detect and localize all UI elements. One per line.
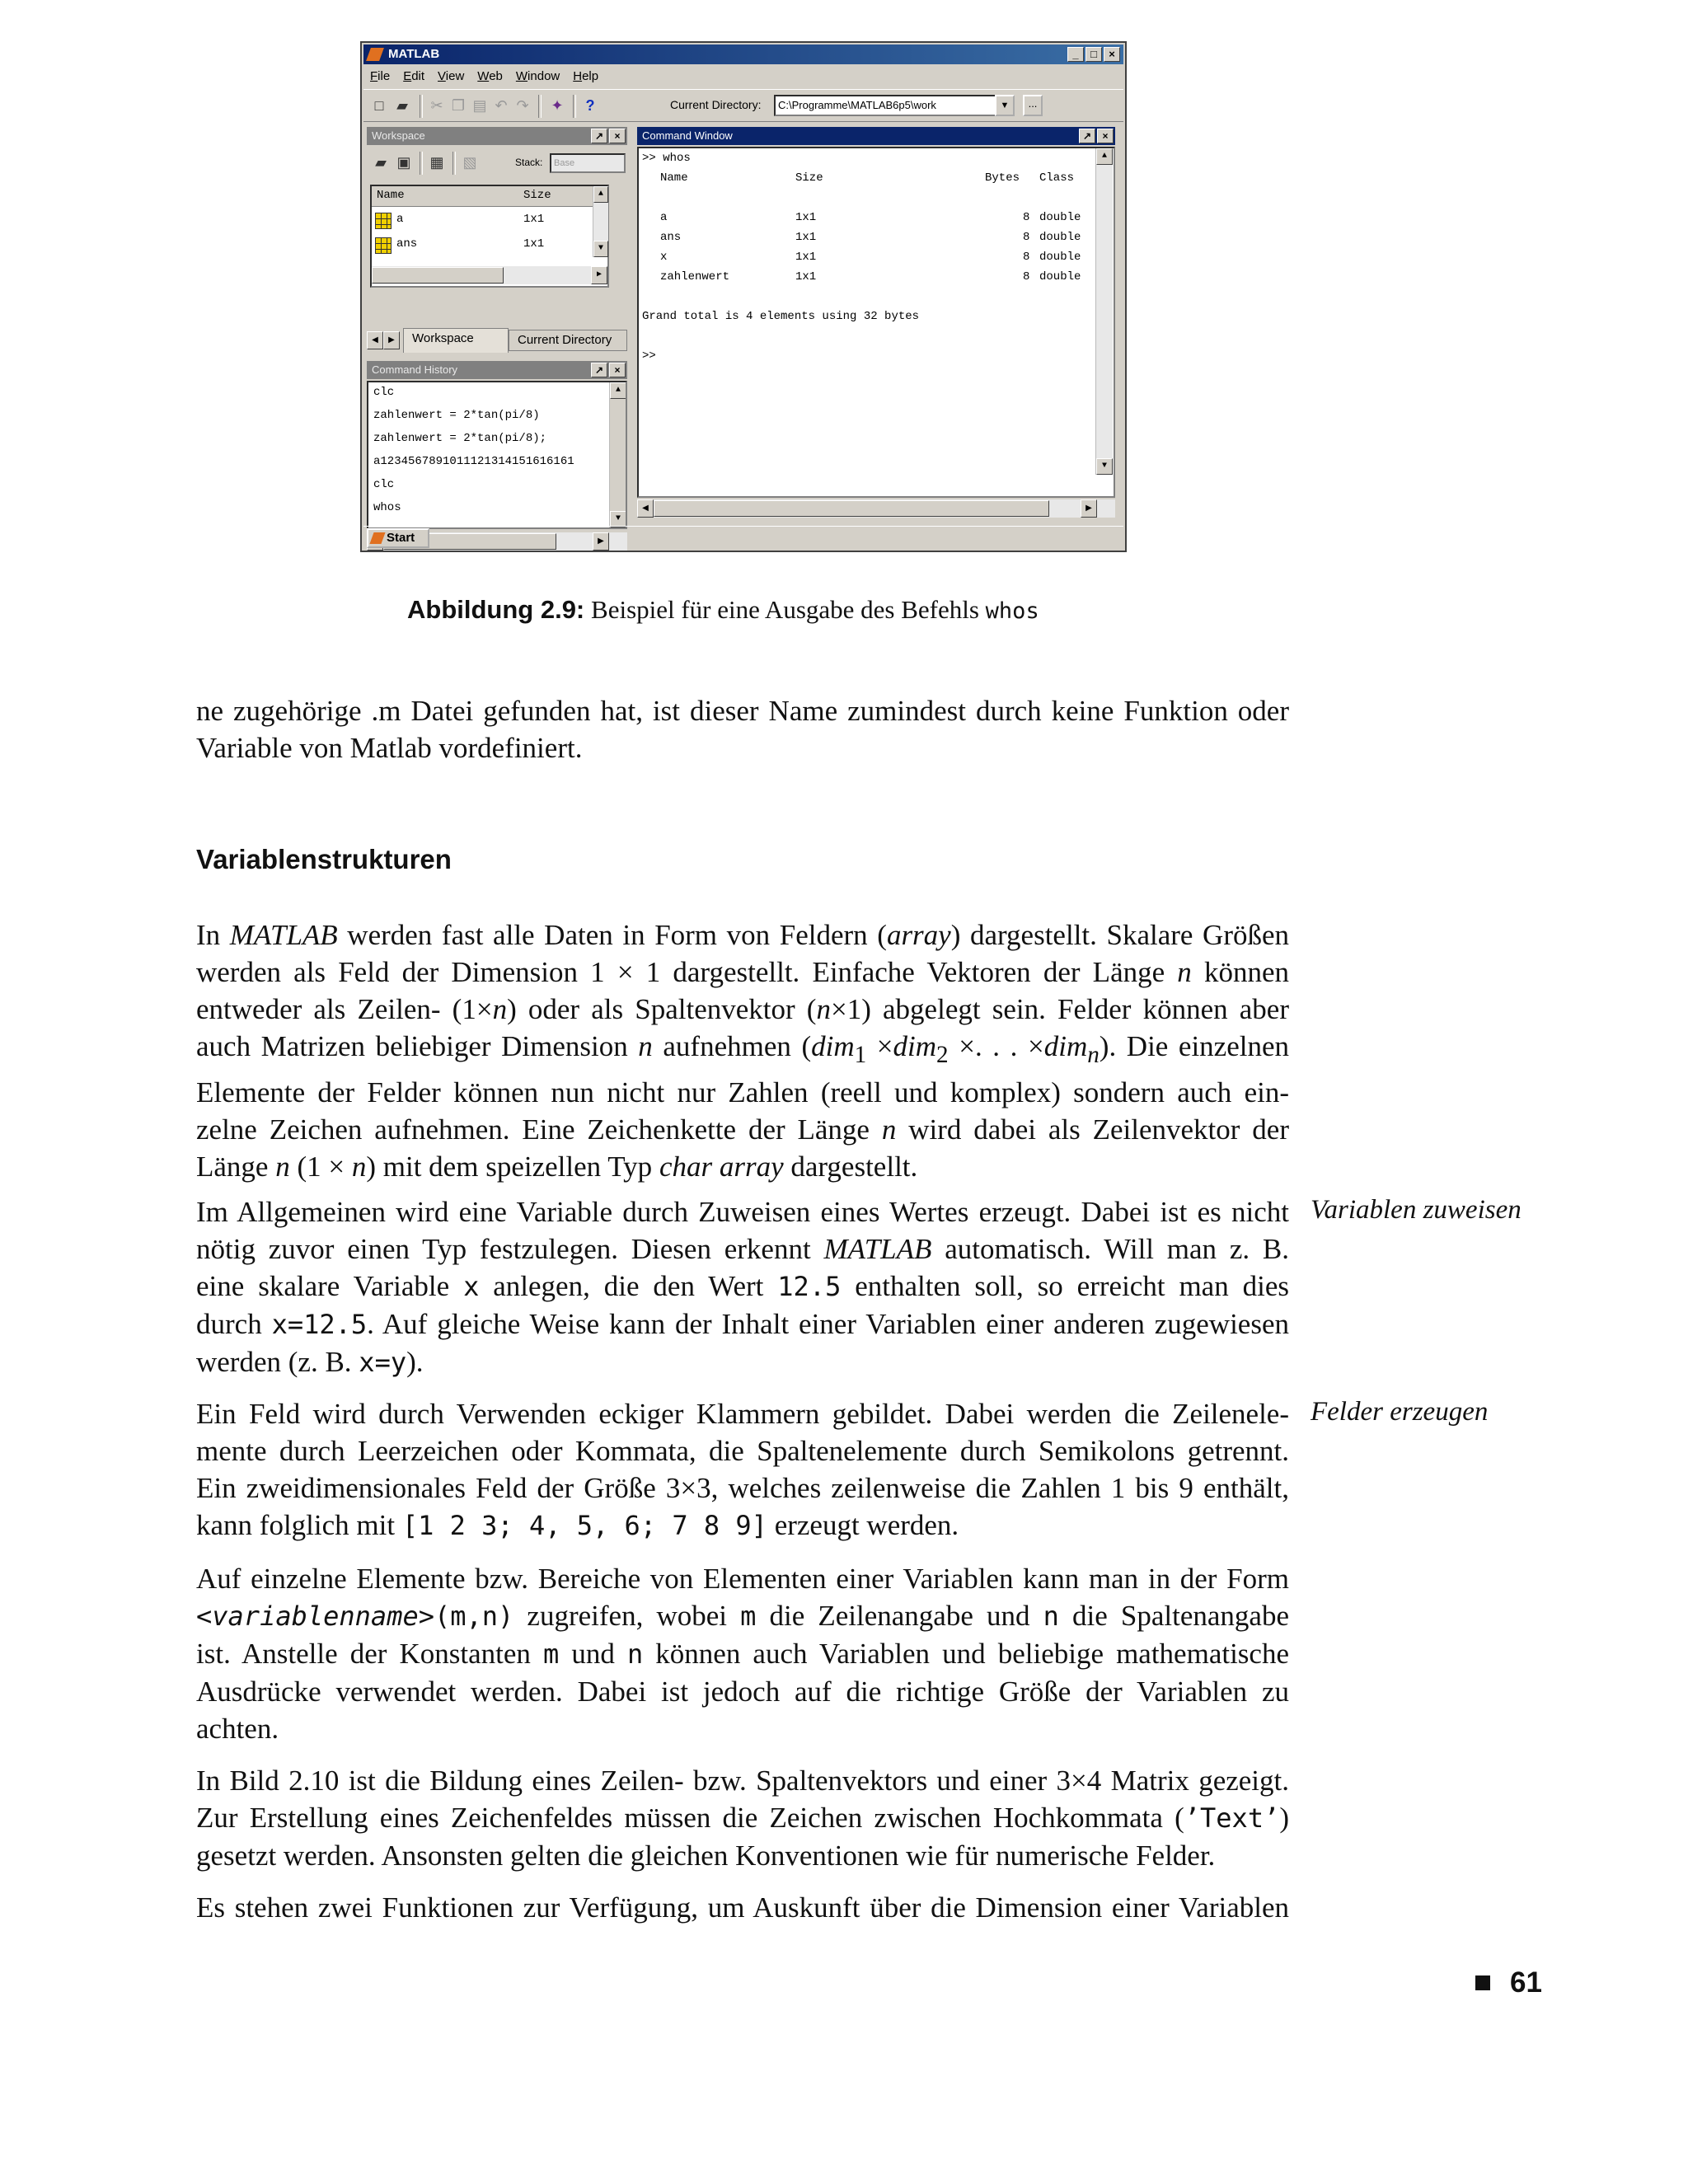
browse-button[interactable]: ... [1023, 95, 1043, 116]
scroll-right-icon[interactable]: ▶ [593, 532, 609, 551]
output-row-size: 1x1 [795, 270, 817, 284]
start-button[interactable] [367, 528, 429, 548]
command-window-panel [637, 127, 1115, 519]
paragraph-indexing [196, 1560, 1289, 1747]
square-marker-icon [1475, 1975, 1490, 1990]
vertical-scrollbar[interactable] [609, 382, 626, 527]
text-line: durch x=12.5. Auf gleiche Weise kann der Inhalt einer Variablen einer anderen zugewiesen [196, 1308, 1289, 1340]
undock-icon[interactable]: ↗ [1079, 129, 1095, 143]
column-header-size[interactable]: Size [523, 189, 551, 202]
header-bytes: Bytes [985, 171, 1020, 185]
title-bar [363, 45, 1123, 64]
save-icon[interactable]: ▣ [396, 154, 411, 171]
text-line: achten. [196, 1713, 279, 1745]
page-number [1475, 1966, 1542, 1999]
text-line: Zur Erstellung eines Zeichenfeldes müssen die Zeichen zwischen Hochkommata (’Text’) [196, 1802, 1289, 1834]
command-window-title-bar [637, 127, 1115, 145]
history-item[interactable]: clc [373, 478, 395, 491]
undock-icon[interactable]: ↗ [591, 129, 607, 143]
scroll-thumb[interactable] [372, 267, 504, 284]
scroll-down-icon[interactable]: ▼ [1096, 458, 1113, 475]
output-row-name: a [660, 211, 668, 224]
figure-caption [407, 595, 1039, 625]
text-line: Ein zweidimensionales Feld der Größe 3×3, welches zeilenweise die Zahlen 1 bis 9 enthält, [196, 1472, 1289, 1504]
text-line: nötig zuvor einen Typ festzulegen. Diesen erkennt MATLAB automatisch. Will man z. B. [196, 1233, 1289, 1265]
grand-total-line: Grand total is 4 elements using 32 bytes [642, 310, 920, 323]
new-file-icon[interactable]: □ [374, 97, 384, 114]
menu-edit[interactable]: Edit [403, 69, 425, 83]
stack-label: Stack: [515, 157, 543, 168]
array-icon [375, 237, 392, 254]
history-item[interactable]: whos [373, 501, 401, 514]
header-size: Size [795, 171, 823, 185]
matlab-screenshot [360, 41, 1127, 552]
command-window-output[interactable] [637, 147, 1115, 498]
scroll-up-icon[interactable]: ▲ [1096, 148, 1113, 165]
menu-help[interactable]: Help [573, 69, 599, 83]
scroll-left-icon[interactable]: ◀ [637, 499, 654, 518]
matlab-logo-icon [366, 48, 384, 61]
delete-icon[interactable]: ▧ [462, 154, 477, 171]
chevron-down-icon[interactable]: ▼ [995, 95, 1015, 116]
cut-icon[interactable]: ✂ [430, 97, 443, 114]
text-line: Es stehen zwei Funktionen zur Verfügung, um Auskunft über die Dimension einer Variablen [196, 1891, 1289, 1924]
scroll-down-icon[interactable]: ▼ [593, 241, 608, 257]
import-data-icon[interactable]: ▦ [429, 154, 444, 171]
tab-workspace[interactable]: Workspace [403, 328, 509, 353]
menu-view[interactable]: View [438, 69, 465, 83]
header-name: Name [660, 171, 688, 185]
table-row[interactable] [372, 209, 594, 232]
output-row-bytes: 8 [1023, 270, 1030, 284]
copy-icon[interactable]: ❐ [451, 97, 466, 114]
undo-icon[interactable]: ↶ [495, 97, 508, 114]
menu-window[interactable]: Window [515, 69, 560, 83]
paste-icon[interactable]: ▤ [472, 97, 487, 114]
history-item[interactable]: zahlenwert = 2*tan(pi/8) [373, 409, 540, 422]
text-line: Ein Feld wird durch Verwenden eckiger Klammern gebildet. Dabei werden die Zeilenele- [196, 1398, 1289, 1430]
paragraph-dimension-functions [196, 1889, 1289, 1926]
workspace-tabs [367, 328, 627, 353]
simulink-icon[interactable]: ✦ [551, 97, 564, 114]
scroll-right-icon[interactable]: ▶ [1081, 499, 1097, 518]
output-row-class: double [1039, 231, 1081, 244]
scroll-down-icon[interactable]: ▼ [610, 511, 626, 527]
stack-select[interactable]: Base [550, 153, 626, 173]
command-history-title: Command History [372, 363, 458, 376]
start-label: Start [387, 531, 415, 545]
command-window-title: Command Window [642, 129, 733, 142]
margin-note-felder-erzeugen: Felder erzeugen [1311, 1397, 1489, 1427]
open-icon[interactable]: ▰ [375, 154, 387, 171]
text-line: In Bild 2.10 ist die Bildung eines Zeilen- bzw. Spaltenvektors und einer 3×4 Matrix gezeigt. [196, 1765, 1289, 1797]
tab-current-directory[interactable]: Current Directory [509, 330, 627, 351]
history-item[interactable]: clc [373, 386, 395, 399]
text-line: In MATLAB werden fast alle Daten in Form von Feldern (array) dargestellt. Skalare Größen [196, 919, 1290, 951]
table-header [372, 186, 594, 207]
toolbar [363, 89, 1123, 122]
workspace-title: Workspace [372, 129, 425, 142]
paragraph-fields [196, 1395, 1289, 1544]
menu-web[interactable]: Web [477, 69, 503, 83]
scroll-up-icon[interactable]: ▲ [593, 186, 608, 203]
output-row-class: double [1039, 251, 1081, 264]
close-panel-icon[interactable]: × [1097, 129, 1114, 143]
text-line: Länge n (1 × n) mit dem speizellen Typ char array dargestellt. [196, 1151, 918, 1183]
text-line: kann folglich mit [1 2 3; 4, 5, 6; 7 8 9] erzeugt werden. [196, 1509, 959, 1541]
output-row-size: 1x1 [795, 251, 817, 264]
help-icon[interactable]: ? [585, 97, 595, 114]
text-line: ist. Anstelle der Konstanten m und n können auch Variablen und beliebige mathematische [196, 1638, 1289, 1670]
text-line: <variablenname>(m,n) zugreifen, wobei m die Zeilenangabe und n die Spaltenangabe [196, 1600, 1289, 1632]
minimize-button[interactable]: _ [1067, 47, 1084, 62]
output-row-bytes: 8 [1023, 211, 1030, 224]
output-row-class: double [1039, 270, 1081, 284]
output-row-name: x [660, 251, 668, 264]
menu-file[interactable]: File [370, 69, 391, 83]
output-row-bytes: 8 [1023, 251, 1030, 264]
array-icon [375, 213, 392, 229]
page-number-value: 61 [1510, 1966, 1542, 1999]
text-line: Elemente der Felder können nun nicht nur Zahlen (reell und komplex) sondern auch ein- [196, 1076, 1289, 1108]
text-line: Auf einzelne Elemente bzw. Bereiche von Elementen einer Variablen kann man in der Form [196, 1563, 1289, 1595]
history-item[interactable]: a1234567891011121314151616161 [373, 455, 574, 468]
vertical-scrollbar[interactable] [1095, 148, 1113, 475]
history-item[interactable]: zahlenwert = 2*tan(pi/8); [373, 432, 547, 445]
margin-note-variablen-zuweisen: Variablen zuweisen [1311, 1195, 1522, 1225]
command-history-list [367, 381, 627, 529]
workspace-title-bar [367, 127, 627, 145]
open-folder-icon[interactable]: ▰ [396, 97, 408, 114]
table-row[interactable] [372, 234, 594, 257]
variable-name: a [396, 213, 404, 226]
vertical-scrollbar[interactable] [593, 186, 608, 257]
command-prompt: >> [642, 349, 656, 363]
output-row-name: zahlenwert [660, 270, 730, 284]
workspace-table [370, 185, 609, 288]
paragraph-figure-reference [196, 1762, 1289, 1874]
workspace-toolbar [367, 147, 627, 178]
close-panel-icon[interactable]: × [609, 363, 626, 377]
text-line: auch Matrizen beliebiger Dimension n aufnehmen (dim$_1$ ×dim$_2$ ×. . . ×dim$_n$). Die einzelnen [196, 1030, 1290, 1068]
caption-label: Abbildung 2.9: [407, 595, 585, 624]
text-line: werden (z. B. x=y). [196, 1346, 424, 1378]
section-heading: Variablenstrukturen [196, 844, 452, 874]
text-line: entweder als Zeilen- (1×n) oder als Spaltenvektor (n×1) abgelegt sein. Felder können aber [196, 993, 1289, 1025]
text-line: Im Allgemeinen wird eine Variable durch Zuweisen eines Wertes erzeugt. Dabei ist es nicht [196, 1196, 1289, 1228]
undock-icon[interactable]: ↗ [591, 363, 607, 377]
paragraph-arrays [196, 916, 1289, 1185]
text-line: Variable von Matlab vordefiniert. [196, 732, 583, 764]
column-header-name[interactable]: Name [377, 189, 405, 202]
output-row-class: double [1039, 211, 1081, 224]
command-line: >> whos [642, 152, 691, 165]
caption-code: whos [985, 598, 1039, 624]
text-line: ne zugehörige .m Datei gefunden hat, ist dieser Name zumindest durch keine Funktion oder [196, 695, 1289, 727]
tab-scroll-right-icon[interactable]: ▶ [383, 331, 400, 349]
variable-size: 1x1 [523, 237, 545, 251]
horizontal-scrollbar[interactable] [372, 266, 607, 284]
intro-paragraph [196, 692, 1289, 766]
output-row-name: ans [660, 231, 682, 244]
start-icon [369, 532, 385, 544]
current-directory-label: Current Directory: [670, 98, 762, 111]
maximize-button[interactable]: □ [1085, 47, 1102, 62]
scroll-up-icon[interactable]: ▲ [610, 382, 626, 399]
status-bar [363, 526, 1123, 550]
output-row-bytes: 8 [1023, 231, 1030, 244]
menu-bar [363, 68, 598, 86]
window-title: MATLAB [388, 47, 440, 61]
text-line: Ausdrücke verwendet werden. Dabei ist jedoch auf die richtige Größe der Variablen zu [196, 1675, 1289, 1708]
close-button[interactable]: × [1104, 47, 1120, 62]
close-panel-icon[interactable]: × [609, 129, 626, 143]
tab-scroll-left-icon[interactable]: ◀ [367, 331, 383, 349]
paragraph-assignment [196, 1193, 1289, 1381]
text-line: werden als Feld der Dimension 1 × 1 dargestellt. Einfache Vektoren der Länge n können [196, 956, 1289, 988]
command-history-title-bar [367, 361, 627, 379]
text-line: eine skalare Variable x anlegen, die den Wert 12.5 enthalten soll, so erreicht man dies [196, 1270, 1289, 1302]
workspace-panel [367, 127, 627, 354]
header-class: Class [1039, 171, 1075, 185]
scroll-thumb[interactable] [654, 500, 1049, 517]
text-line: mente durch Leerzeichen oder Kommata, die Spaltenelemente durch Semikolons getrennt. [196, 1435, 1289, 1467]
redo-icon[interactable]: ↷ [516, 97, 529, 114]
variable-size: 1x1 [523, 213, 545, 226]
caption-text: Beispiel für eine Ausgabe des Befehls [591, 595, 979, 624]
horizontal-scrollbar[interactable] [637, 499, 1115, 518]
text-line: gesetzt werden. Ansonsten gelten die gleichen Konventionen wie für numerische Felder. [196, 1840, 1216, 1872]
variable-name: ans [396, 237, 418, 251]
scroll-right-icon[interactable]: ▶ [591, 266, 607, 284]
current-directory-field[interactable]: C:\Programme\MATLAB6p5\work [774, 95, 996, 116]
text-line: zelne Zeichen aufnehmen. Eine Zeichenkette der Länge n wird dabei als Zeilenvektor der [196, 1113, 1289, 1146]
output-row-size: 1x1 [795, 231, 817, 244]
output-row-size: 1x1 [795, 211, 817, 224]
